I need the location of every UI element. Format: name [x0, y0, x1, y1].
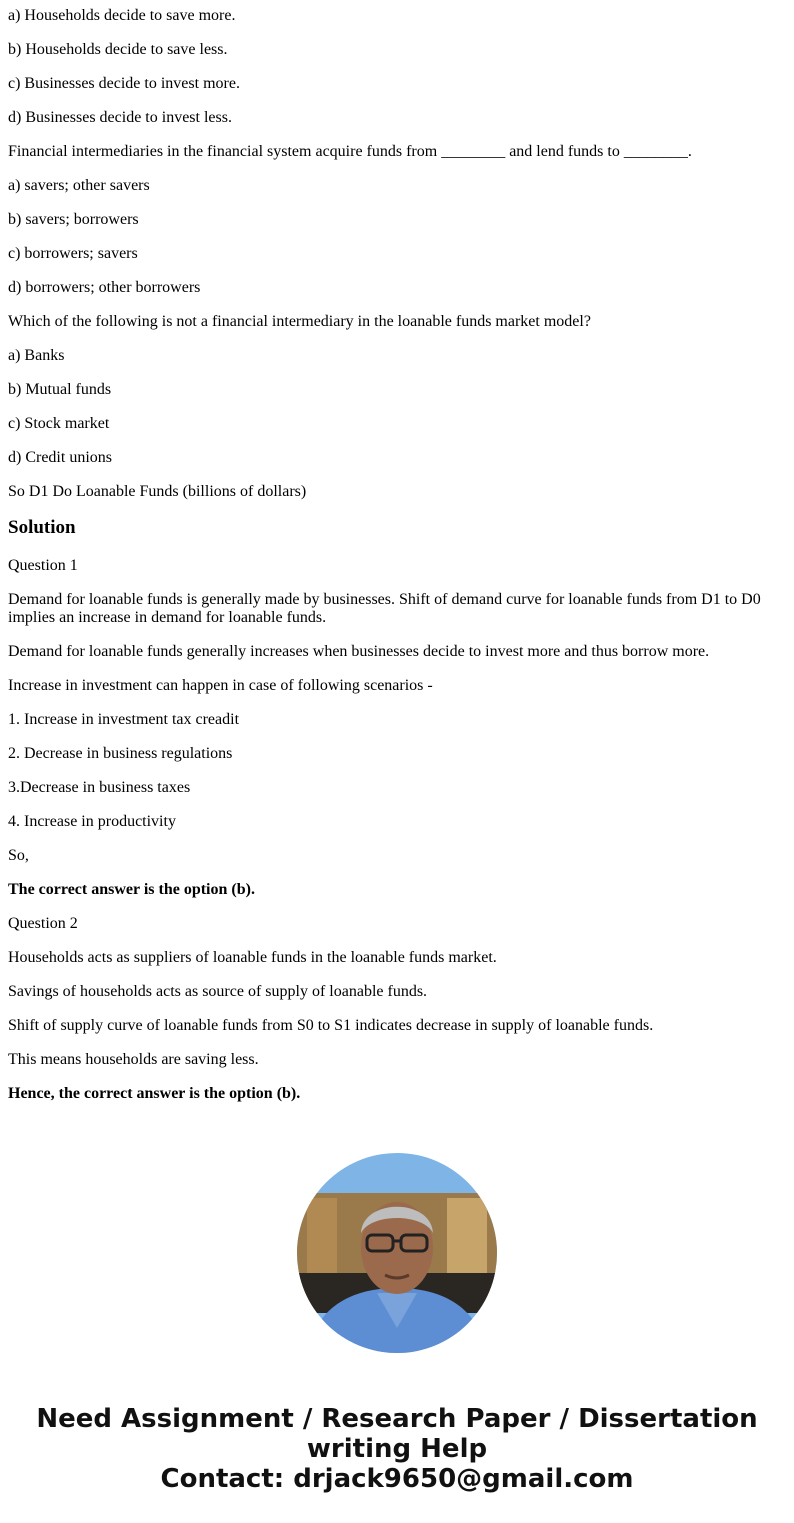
footer-contact: Contact: drjack9650@gmail.com	[160, 1464, 634, 1494]
question-1-label: Question 1	[8, 557, 78, 574]
paragraph: Savings of households acts as source of supply of loanable funds.	[8, 983, 428, 1000]
list-item: 4. Increase in productivity	[8, 813, 176, 830]
option-text: d) Businesses decide to invest less.	[8, 109, 232, 126]
figure-caption-text: So D1 Do Loanable Funds (billions of dollars)	[8, 483, 307, 500]
paragraph: So,	[8, 847, 29, 864]
option-text: c) borrowers; savers	[8, 245, 138, 262]
footer-line: writing Help	[306, 1434, 488, 1464]
answer-text: The correct answer is the option (b).	[8, 881, 255, 898]
option-text: c) Stock market	[8, 415, 110, 432]
option-text: d) Credit unions	[8, 449, 112, 466]
list-item: 1. Increase in investment tax creadit	[8, 711, 240, 728]
option-text: a) Households decide to save more.	[8, 7, 236, 24]
paragraph: Demand for loanable funds is generally made by businesses. Shift of demand curve for loanable funds from D1 to D0 implies an increase in demand for loanable funds.	[8, 591, 761, 626]
question-text: Which of the following is not a financial intermediary in the loanable funds market model?	[8, 313, 591, 330]
option-text: d) borrowers; other borrowers	[8, 279, 201, 296]
answer-text: Hence, the correct answer is the option (b).	[8, 1085, 301, 1102]
paragraph: This means households are saving less.	[8, 1051, 259, 1068]
footer-banner	[0, 1404, 794, 1494]
footer-line: Need Assignment / Research Paper / Dissertation	[36, 1404, 758, 1434]
list-item: 2. Decrease in business regulations	[8, 745, 233, 762]
paragraph: Demand for loanable funds generally increases when businesses decide to invest more and thus borrow more.	[8, 643, 710, 660]
option-text: a) Banks	[8, 347, 65, 364]
paragraph: Increase in investment can happen in case of following scenarios -	[8, 677, 433, 694]
paragraph: Households acts as suppliers of loanable funds in the loanable funds market.	[8, 949, 497, 966]
option-text: a) savers; other savers	[8, 177, 150, 194]
question-2-label: Question 2	[8, 915, 78, 932]
option-text: b) savers; borrowers	[8, 211, 139, 228]
question-text: Financial intermediaries in the financial system acquire funds from ________ and lend funds to ________.	[8, 143, 692, 160]
list-item: 3.Decrease in business taxes	[8, 779, 191, 796]
option-text: b) Mutual funds	[8, 381, 112, 398]
paragraph: Shift of supply curve of loanable funds from S0 to S1 indicates decrease in supply of loanable funds.	[8, 1017, 654, 1034]
document-body	[8, 7, 786, 1119]
avatar-portrait-icon	[297, 1153, 497, 1353]
avatar	[297, 1153, 497, 1353]
option-text: c) Businesses decide to invest more.	[8, 75, 240, 92]
option-text: b) Households decide to save less.	[8, 41, 228, 58]
solution-heading: Solution	[8, 517, 76, 538]
